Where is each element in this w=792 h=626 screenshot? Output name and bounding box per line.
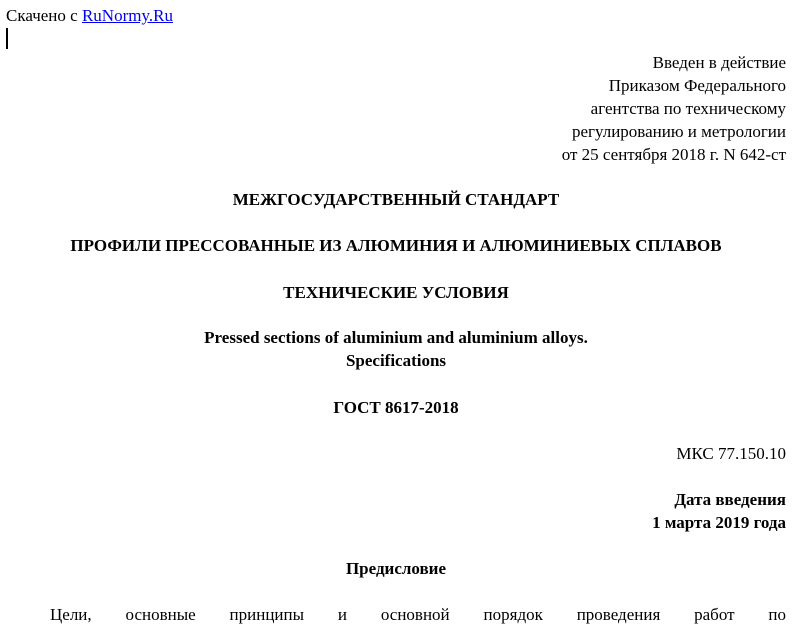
preface-heading: Предисловие [345,559,447,578]
preface-paragraph: Цели, основные принципы и основной порядок проведения работ по [50,605,786,624]
source-prefix: Скачено с [6,6,78,25]
source-link[interactable]: RuNormy.Ru [81,6,173,25]
english-title-line: Specifications [345,351,447,370]
approval-line: регулированию и метрологии [571,122,786,141]
intro-date-block [652,488,786,534]
intro-date-value: 1 марта 2019 года [652,513,786,532]
approval-line: Введен в действие [652,53,786,72]
intro-date-label: Дата введения [674,490,786,509]
approval-line: агентства по техническому [590,99,786,118]
mks-code: МКС 77.150.10 [676,444,786,463]
english-title-line: Pressed sections of aluminium and aluminium alloys. [204,328,588,347]
standard-type-heading: МЕЖГОСУДАРСТВЕННЫЙ СТАНДАРТ [232,190,560,209]
approval-line: от 25 сентября 2018 г. N 642-ст [561,145,786,164]
approval-block [562,51,786,166]
source-line [6,6,173,26]
standard-code: ГОСТ 8617-2018 [333,398,459,417]
standard-title: ПРОФИЛИ ПРЕССОВАННЫЕ ИЗ АЛЮМИНИЯ И АЛЮМИНИЕВЫХ СПЛАВОВ [70,236,722,255]
english-title [0,326,792,372]
standard-subtitle: ТЕХНИЧЕСКИЕ УСЛОВИЯ [283,283,509,302]
text-cursor [6,28,8,49]
approval-line: Приказом Федерального [608,76,786,95]
